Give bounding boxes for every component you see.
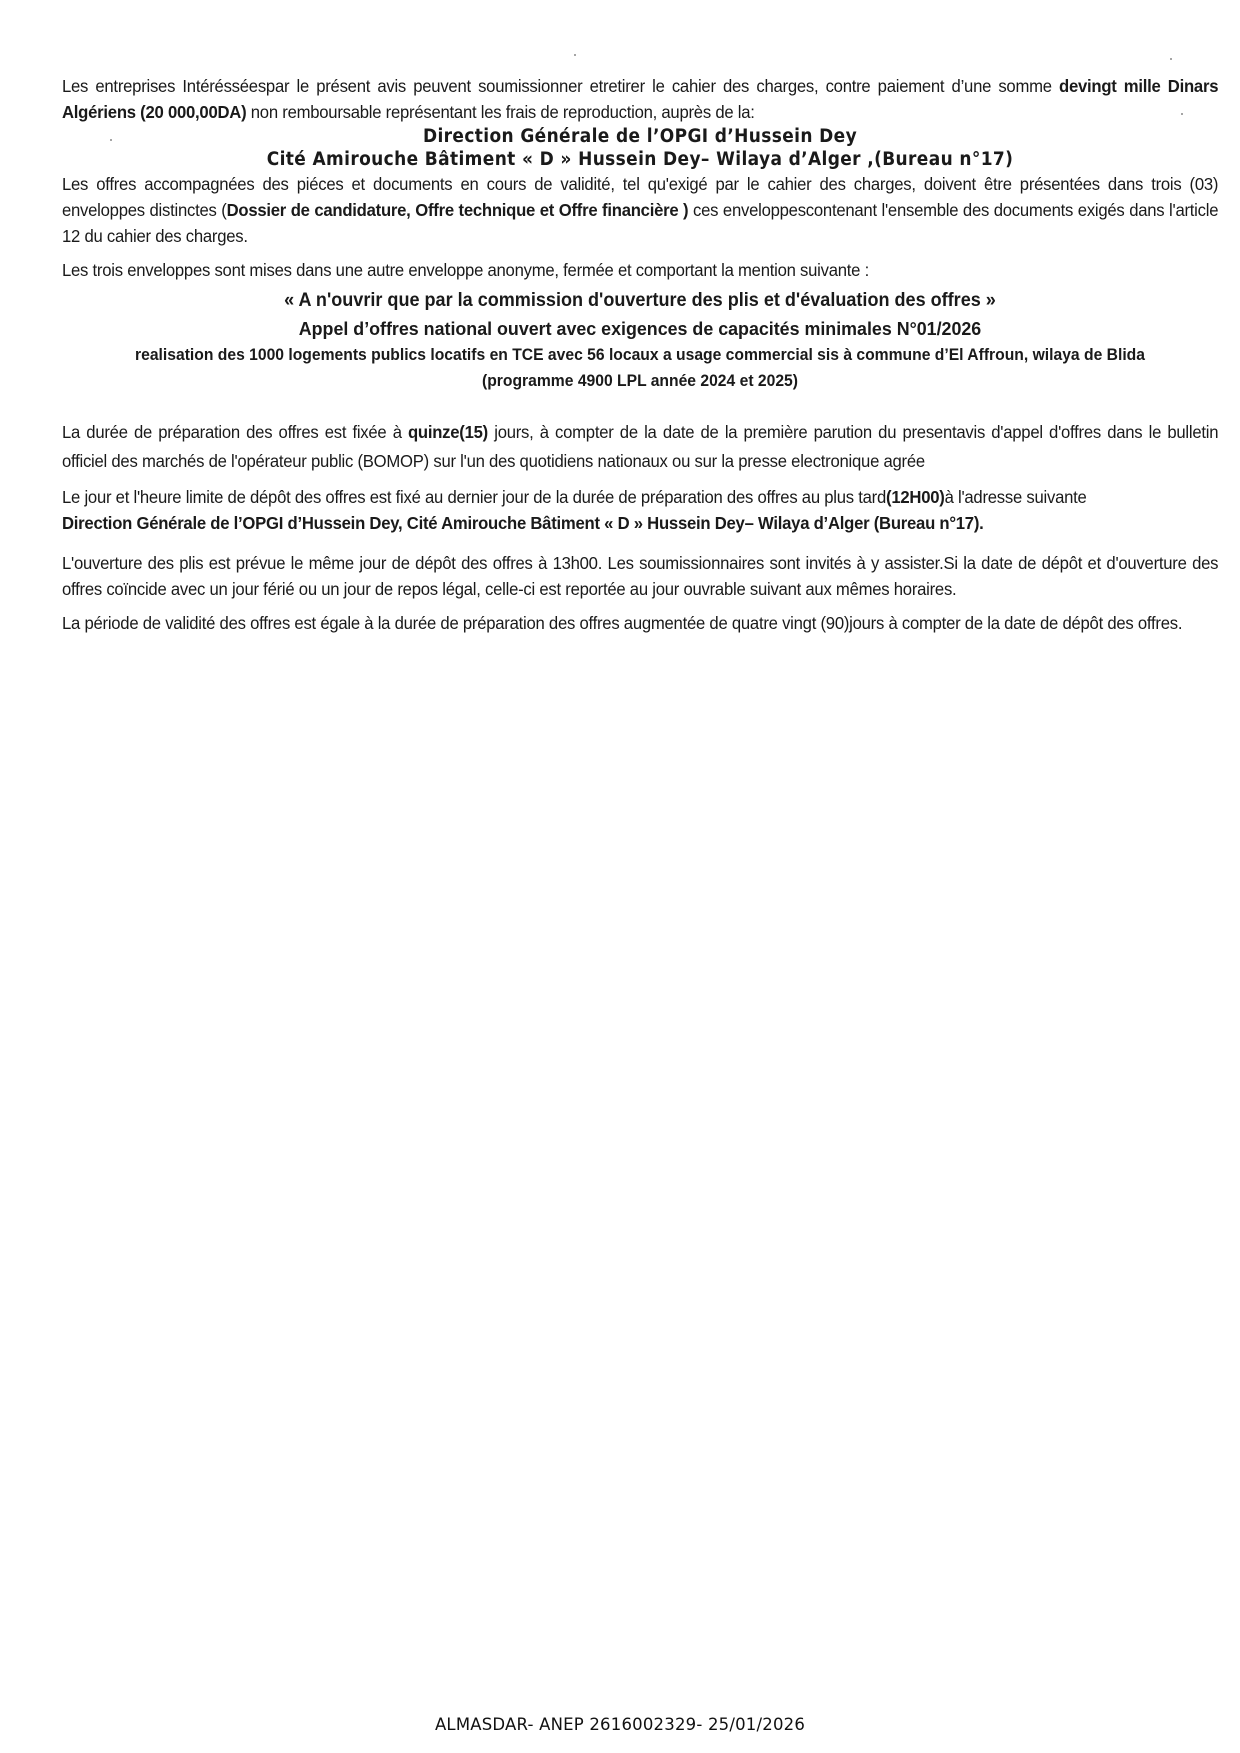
paragraph-deadline	[62, 484, 1218, 536]
paragraph-text: à l'adresse suivante	[944, 487, 1087, 507]
envelope-mention: « A n'ouvrir que par la commission d'ouverture des plis et d'évaluation des offres »	[284, 290, 996, 311]
paragraph-text: ces enveloppescontenant l'ensemble des documents exigés dans l'article 12 du cahier des charges.	[62, 200, 1219, 246]
paragraph-envelope-list: Dossier de candidature, Offre technique et Offre financière )	[226, 200, 689, 220]
paragraph-text: Le jour et l'heure limite de dépôt des offres est fixé au dernier jour de la durée de préparation des offres au plus tard	[62, 487, 887, 507]
paragraph-text: jours, à compter de la date de la première parution du presentavis d'appel d'offres dans le bulletin officiel des marchés de l'opérateur public (BOMOP) sur l'un des quotidiens nationaux ou sur la presse electronique agrée	[62, 422, 1219, 471]
spacer	[62, 394, 1218, 418]
paragraph-amount: devingt mille Dinars Algériens (20 000,00DA)	[62, 76, 1219, 122]
paragraph-deadline-time: (12H00)	[886, 487, 945, 507]
project-programme: (programme 4900 LPL année 2024 et 2025)	[482, 372, 798, 390]
paragraph-validity: La période de validité des offres est égale à la durée de préparation des offres augmentée de quatre vingt (90)jours à compter de la date de dépôt des offres.	[62, 613, 1183, 633]
authority-address: Cité Amirouche Bâtiment « D » Hussein Dey– Wilaya d’Alger ,(Bureau n°17)	[266, 149, 1014, 170]
paragraph-duration: quinze(15)	[407, 422, 488, 442]
paragraph-deadline-address: Direction Générale de l’OPGI d’Hussein Dey, Cité Amirouche Bâtiment « D » Hussein Dey– Wilaya d’Alger (Bureau n°17).	[62, 513, 984, 533]
paragraph-text: Les entreprises Intérésséespar le présent avis peuvent soumissionner etretirer le cahier des charges, contre paiement d’une somme	[62, 76, 1060, 96]
paragraph-envelopes	[62, 171, 1218, 249]
paragraph-text: non remboursable représentant les frais de reproduction, auprès de la:	[246, 102, 755, 122]
spacer	[62, 602, 1218, 610]
tender-title: Appel d’offres national ouvert avec exigences de capacités minimales N°01/2026	[298, 318, 982, 339]
scan-speck	[574, 54, 576, 56]
authority-name: Direction Générale de l’OPGI d’Hussein Dey	[422, 126, 858, 147]
paragraph-preparation-duration	[62, 418, 1218, 476]
project-description: realisation des 1000 logements publics locatifs en TCE avec 56 locaux a usage commercial sis à commune d’El Affroun, wilaya de Blida	[135, 346, 1145, 364]
paragraph-withdrawal-terms	[62, 73, 1218, 125]
spacer	[62, 536, 1218, 550]
paragraph-text: Les offres accompagnées des piéces et documents en cours de validité, tel qu'exigé par le cahier des charges, doivent être présentées dans trois (03) enveloppes distinctes (	[62, 174, 1219, 220]
spacer	[62, 476, 1218, 484]
paragraph-outer-envelope: Les trois enveloppes sont mises dans une autre enveloppe anonyme, fermée et comportant la mention suivante :	[62, 260, 869, 280]
scan-speck	[1170, 58, 1172, 60]
publication-reference: ALMASDAR- ANEP 2616002329- 25/01/2026	[434, 1715, 806, 1734]
spacer	[62, 249, 1218, 257]
paragraph-text: La durée de préparation des offres est fixée à	[62, 422, 408, 442]
paragraph-opening: L'ouverture des plis est prévue le même jour de dépôt des offres à 13h00. Les soumissionnaires sont invités à y assister.Si la date de dépôt et d'ouverture des offres coïncide avec un jour férié ou un jour de repos légal, celle-ci est reportée au jour ouvrable suivant aux mêmes horaires.	[62, 553, 1219, 599]
notice-body	[62, 73, 1218, 636]
